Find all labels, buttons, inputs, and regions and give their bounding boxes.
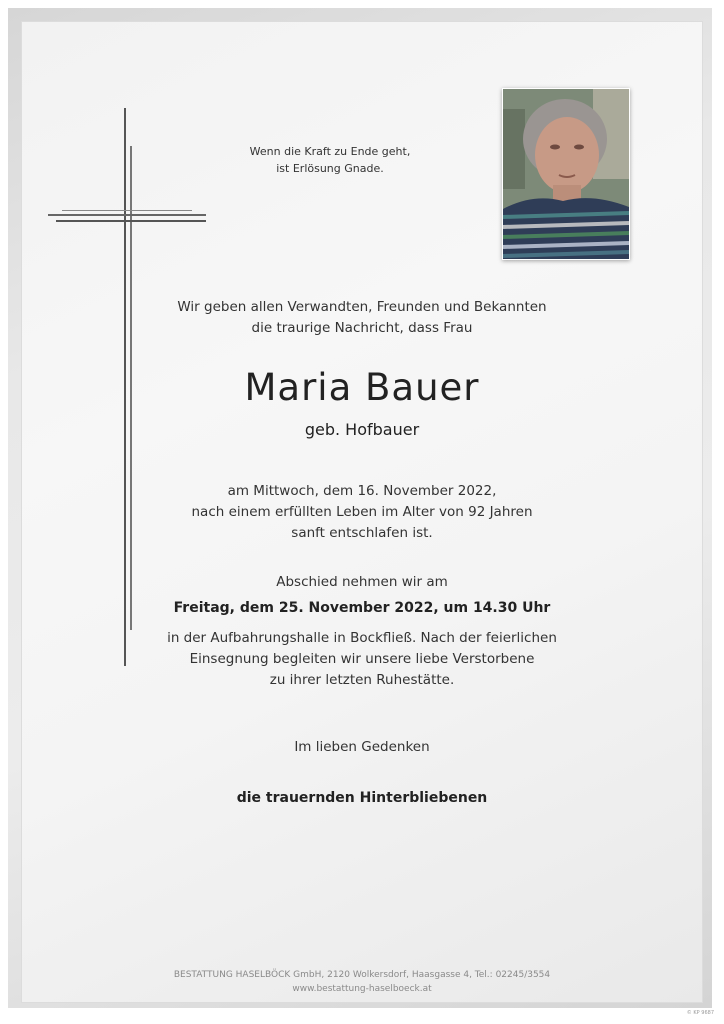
footer <box>0 968 724 996</box>
mourners-line: die trauernden Hinterbliebenen <box>236 790 488 806</box>
farewell-intro: Abschied nehmen wir am <box>276 574 448 590</box>
quote-line-2: ist Erlösung Gnade. <box>276 162 384 175</box>
death-line-3: sanft entschlafen ist. <box>291 525 433 541</box>
death-notice <box>0 481 724 544</box>
footer-company: BESTATTUNG HASELBÖCK GmbH, 2120 Wolkersdorf, Haasgasse 4, Tel.: 02245/3554 <box>173 970 551 980</box>
quote <box>200 143 460 177</box>
death-line-2: nach einem erfüllten Leben im Alter von 92 Jahren <box>191 504 533 520</box>
funeral-place <box>0 628 724 691</box>
birth-name: geb. Hofbauer <box>304 420 420 439</box>
memory-line: Im lieben Gedenken <box>294 739 430 755</box>
portrait-photo <box>502 88 630 260</box>
place-line-2: Einsegnung begleiten wir unsere liebe Verstorbene <box>189 651 535 667</box>
funeral-date: Freitag, dem 25. November 2022, um 14.30 Uhr <box>173 600 551 616</box>
quote-line-1: Wenn die Kraft zu Ende geht, <box>249 145 411 158</box>
print-code: © KP 9687 <box>686 1010 714 1016</box>
intro-line-1: Wir geben allen Verwandten, Freunden und Bekannten <box>177 299 547 315</box>
death-line-1: am Mittwoch, dem 16. November 2022, <box>227 483 497 499</box>
intro-text <box>0 297 724 339</box>
place-line-3: zu ihrer letzten Ruhestätte. <box>269 672 455 688</box>
deceased-name: Maria Bauer <box>244 366 480 409</box>
footer-website[interactable]: www.bestattung-haselboeck.at <box>292 984 432 994</box>
intro-line-2: die traurige Nachricht, dass Frau <box>251 320 473 336</box>
portrait-image <box>503 89 629 259</box>
place-line-1: in der Aufbahrungshalle in Bockfließ. Nach der feierlichen <box>167 630 557 646</box>
